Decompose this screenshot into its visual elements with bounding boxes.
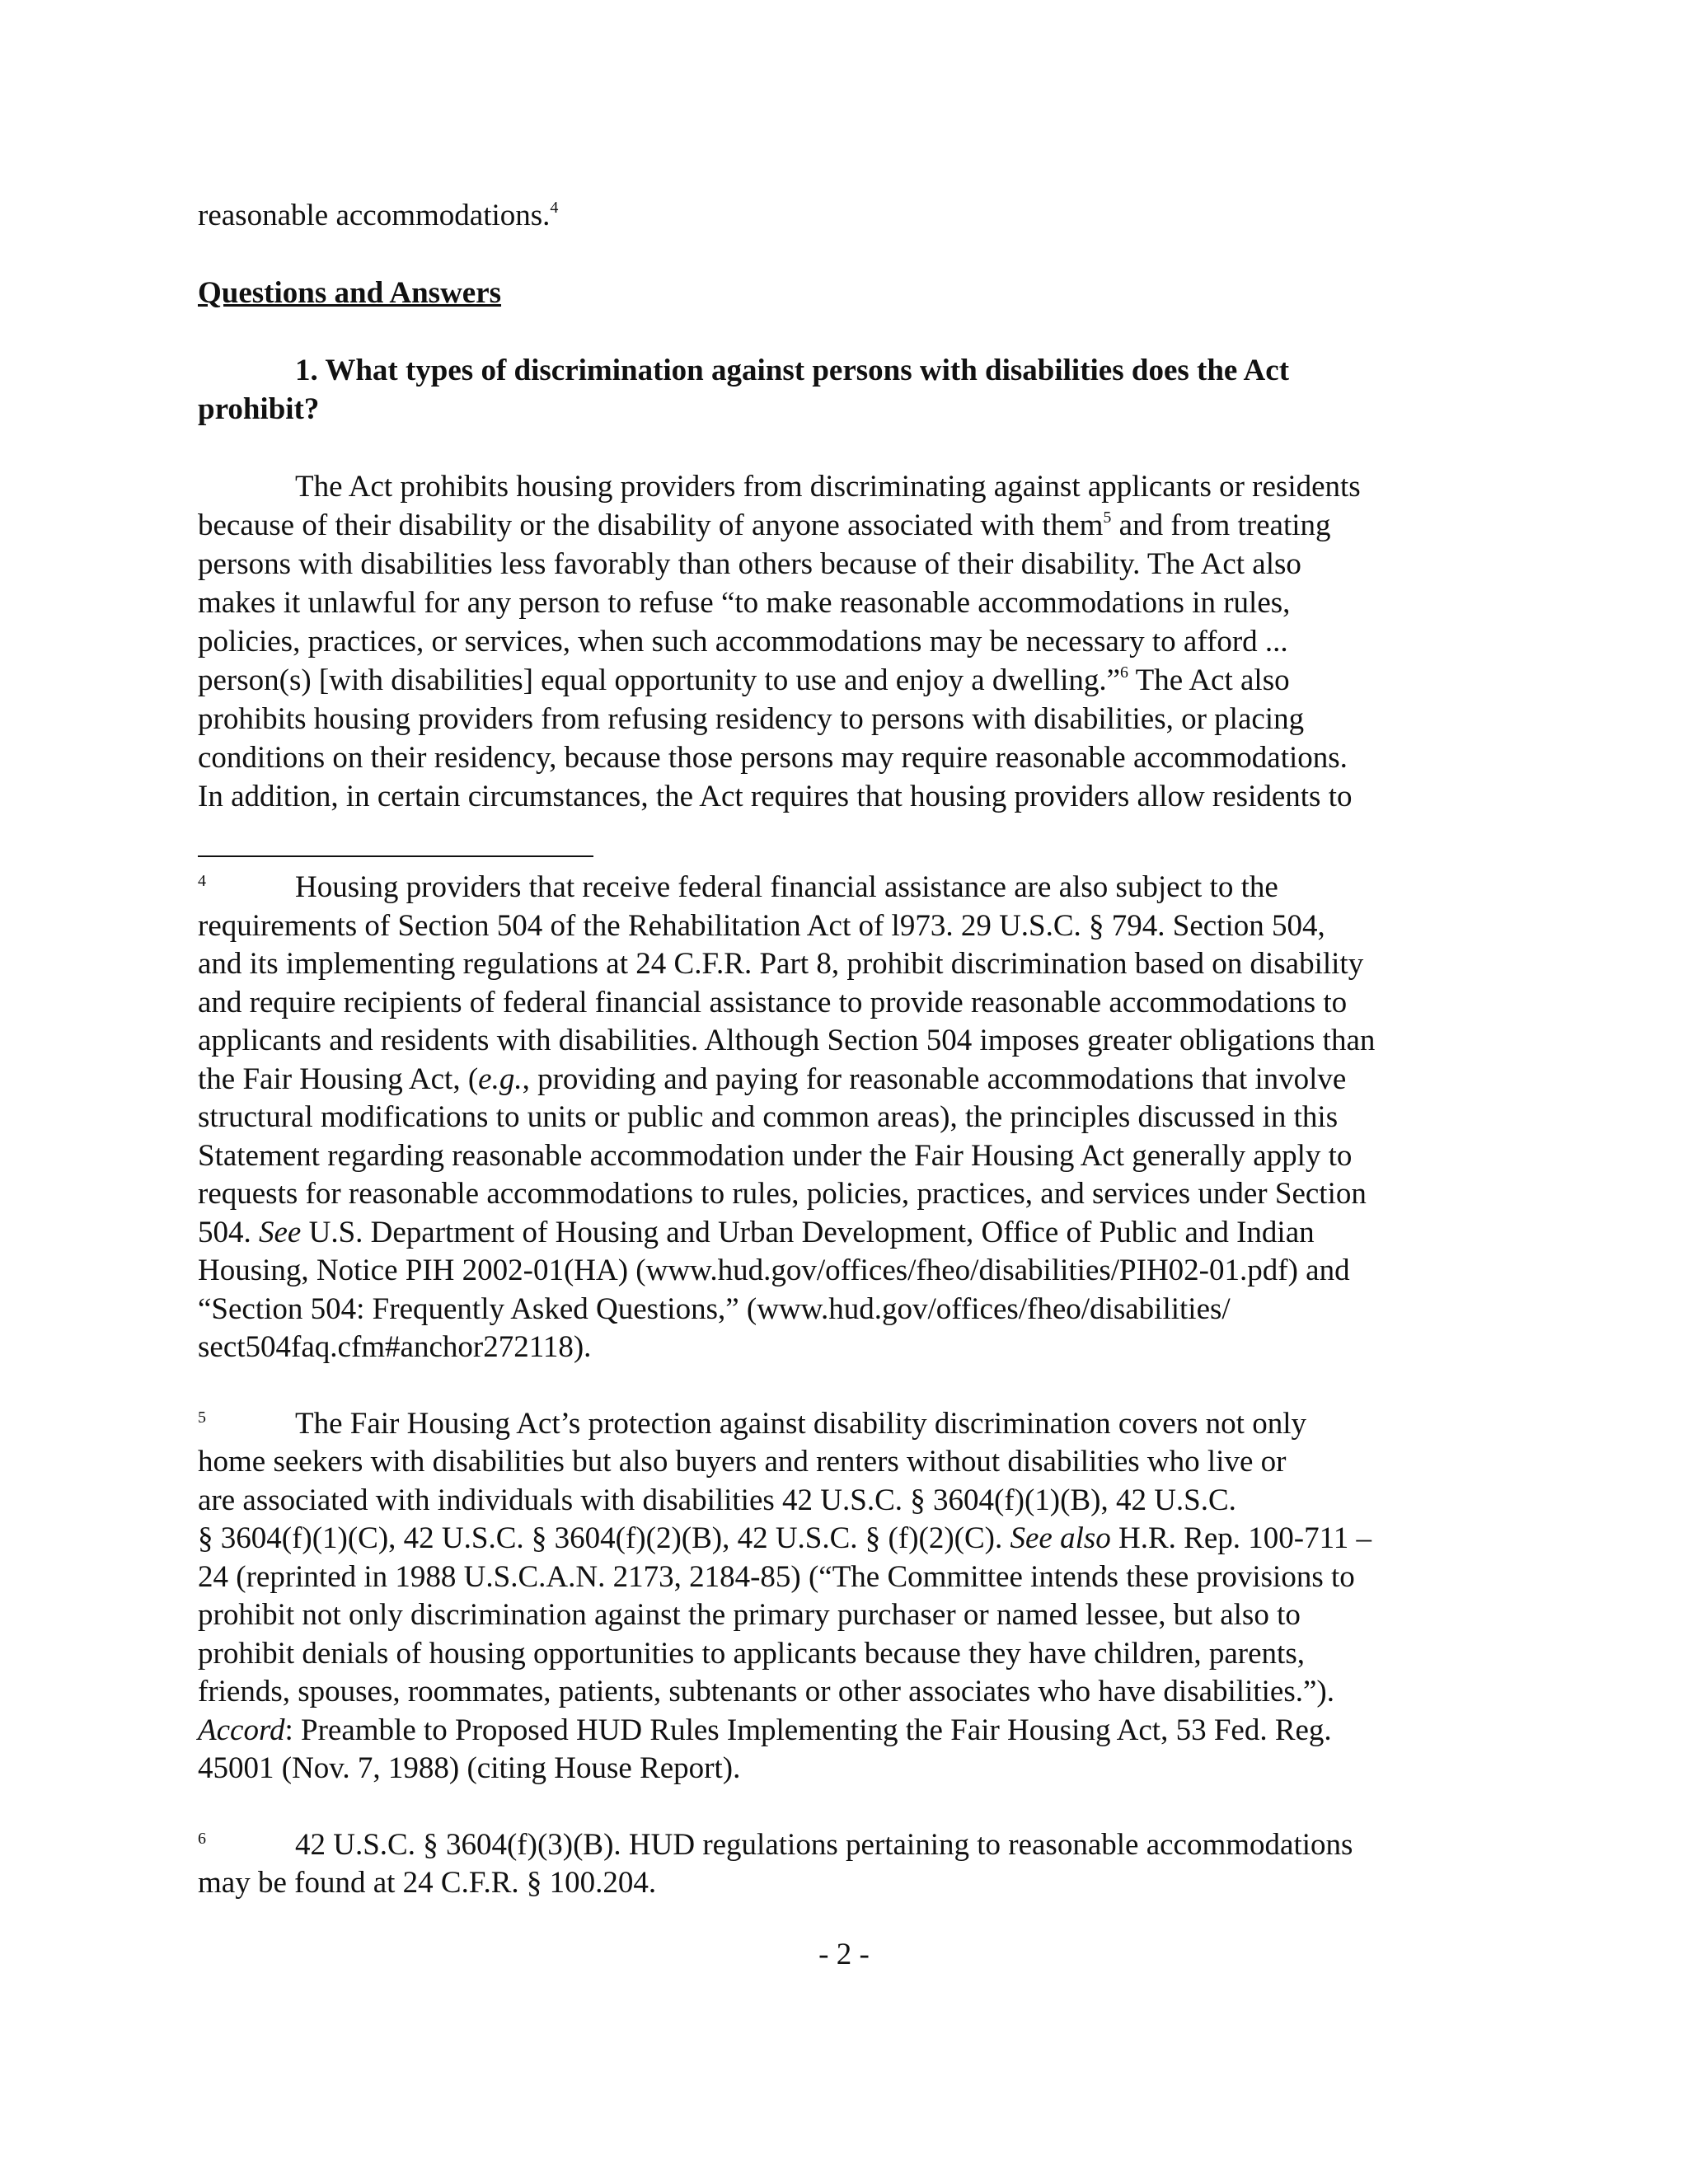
footnote-separator xyxy=(198,855,593,857)
footnote-line: friends, spouses, roommates, patients, subtenants or other associates who have disabilities.”). xyxy=(198,1675,1334,1708)
footnote-line: applicants and residents with disabilities. Although Section 504 imposes greater obligations than xyxy=(198,1024,1376,1057)
footnote-line: § 3604(f)(1)(C), 42 U.S.C. § 3604(f)(2)(B), 42 U.S.C. § (f)(2)(C). See also H.R. Rep. 100-711 – xyxy=(198,1521,1372,1555)
footnote-line: the Fair Housing Act, (e.g., providing and paying for reasonable accommodations that involve xyxy=(198,1062,1347,1096)
section-heading: Questions and Answers xyxy=(198,276,502,310)
footnote-6 xyxy=(198,1826,1484,1903)
footnote-line: and require recipients of federal financial assistance to provide reasonable accommodations to xyxy=(198,985,1348,1019)
footnote-line: 5 The Fair Housing Act’s protection against disability discrimination covers not only xyxy=(198,1406,1306,1441)
footnote-line: structural modifications to units or public and common areas), the principles discussed in this xyxy=(198,1100,1339,1134)
footnote-line: 504. See U.S. Department of Housing and Urban Development, Office of Public and Indian xyxy=(198,1215,1315,1249)
footnote-line: requests for reasonable accommodations to rules, policies, practices, and services under Section xyxy=(198,1177,1367,1211)
footnote-ref-4: 4 xyxy=(550,199,559,217)
footnote-5 xyxy=(198,1405,1484,1788)
footnote-4 xyxy=(198,869,1484,1367)
body-line: persons with disabilities less favorably than others because of their disability. The Act also xyxy=(198,547,1301,581)
body-line: policies, practices, or services, when such accommodations may be necessary to afford ... xyxy=(198,625,1288,658)
footnote-line: Accord: Preamble to Proposed HUD Rules Implementing the Fair Housing Act, 53 Fed. Reg. xyxy=(198,1713,1332,1747)
footnote-line: 4 Housing providers that receive federal financial assistance are also subject to the xyxy=(198,870,1278,904)
question-line-1: 1. What types of discrimination against persons with disabilities does the Act xyxy=(295,354,1290,387)
footnote-line: 6 42 U.S.C. § 3604(f)(3)(B). HUD regulations pertaining to reasonable accommodations xyxy=(198,1827,1353,1862)
body-line: makes it unlawful for any person to refuse “to make reasonable accommodations in rules, xyxy=(198,586,1291,620)
body-line: In addition, in certain circumstances, the Act requires that housing providers allow residents to xyxy=(198,780,1353,813)
body-line: conditions on their residency, because those persons may require reasonable accommodations. xyxy=(198,741,1348,775)
question-1 xyxy=(198,351,1484,429)
footnote-ref-5: 5 xyxy=(1103,509,1112,527)
footnote-line: home seekers with disabilities but also buyers and renters without disabilities who live or xyxy=(198,1445,1287,1479)
intro-line: reasonable accommodations.$^4$ xyxy=(198,199,559,232)
footnote-line: are associated with individuals with disabilities 42 U.S.C. § 3604(f)(1)(B), 42 U.S.C. xyxy=(198,1483,1236,1517)
footnote-line: sect504faq.cfm#anchor272118). xyxy=(198,1330,592,1364)
footnote-line: requirements of Section 504 of the Rehabilitation Act of l973. 29 U.S.C. § 794. Section 504, xyxy=(198,908,1325,943)
page-number: - 2 - xyxy=(818,1938,870,1971)
footnote-line: prohibit denials of housing opportunities to applicants because they have children, parents, xyxy=(198,1636,1305,1671)
body-line: because of their disability or the disability of anyone associated with them$^5$ and from treating xyxy=(198,509,1331,542)
footnote-line: “Section 504: Frequently Asked Questions,” (www.hud.gov/offices/fheo/disabilities/ xyxy=(198,1291,1231,1326)
footnote-line: 45001 (Nov. 7, 1988) (citing House Report). xyxy=(198,1751,741,1785)
document-page xyxy=(198,196,1484,1903)
body-line: prohibits housing providers from refusing residency to persons with disabilities, or placing xyxy=(198,702,1305,736)
body-line: person(s) [with disabilities] equal opportunity to use and enjoy a dwelling.”$^6$ The Act also xyxy=(198,663,1290,697)
footnote-line: prohibit not only discrimination against the primary purchaser or named lessee, but also to xyxy=(198,1598,1301,1632)
body-line: The Act prohibits housing providers from discriminating against applicants or residents xyxy=(295,470,1361,504)
footnote-ref-6: 6 xyxy=(1120,663,1129,682)
footnote-line: Housing, Notice PIH 2002-01(HA) (www.hud.gov/offices/fheo/disabilities/PIH02-01.pdf) and xyxy=(198,1254,1350,1287)
footnote-line: 24 (reprinted in 1988 U.S.C.A.N. 2173, 2184-85) (“The Committee intends these provisions to xyxy=(198,1559,1355,1594)
footnote-line: may be found at 24 C.F.R. § 100.204. xyxy=(198,1866,657,1900)
footnote-line: Statement regarding reasonable accommodation under the Fair Housing Act generally apply to xyxy=(198,1138,1353,1173)
footnote-line: and its implementing regulations at 24 C.F.R. Part 8, prohibit discrimination based on disability xyxy=(198,947,1364,981)
answer-paragraph xyxy=(198,467,1484,816)
question-line-2: prohibit? xyxy=(198,392,320,426)
